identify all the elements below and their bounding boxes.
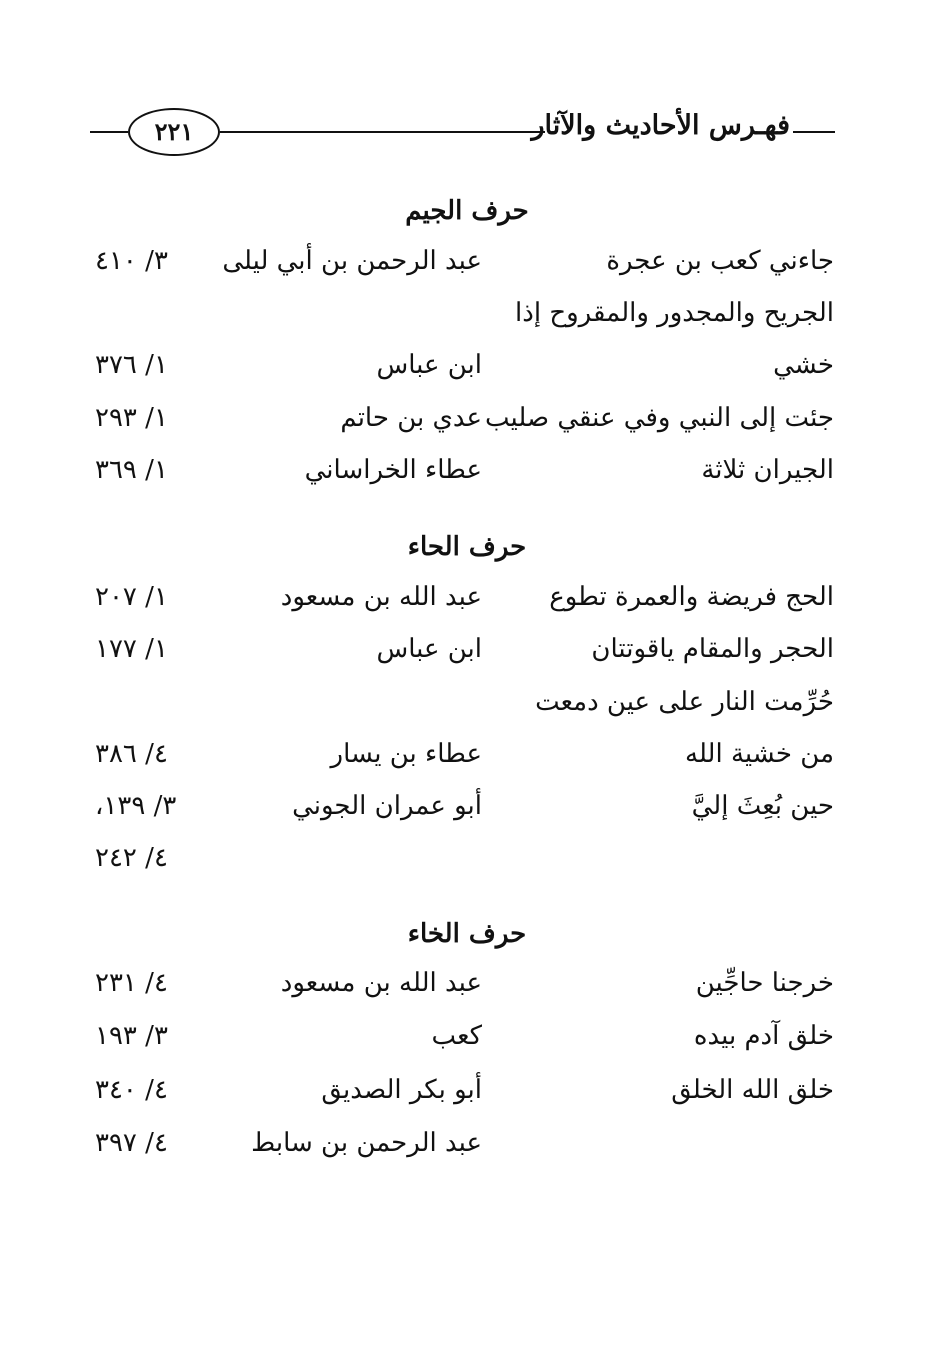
table-row — [0, 634, 934, 678]
reference: ٣/ ١٣٩، — [95, 791, 177, 821]
header-rule-left — [90, 131, 128, 133]
narrator: ابن عباس — [376, 634, 482, 664]
narrator: ابن عباس — [376, 350, 482, 380]
reference: ٣/ ١٩٣ — [95, 1021, 168, 1051]
hadith-text: جئت إلى النبي وفي عنقي صليب — [485, 403, 834, 433]
hadith-text: من خشية الله — [685, 739, 834, 769]
table-row — [0, 1128, 934, 1172]
table-row — [0, 582, 934, 626]
header-rule-middle — [220, 131, 545, 133]
hadith-text: الحج فريضة والعمرة تطوع — [549, 582, 834, 612]
section-title-khaa: حرف الخاء — [407, 919, 527, 949]
narrator: عطاء بن يسار — [330, 739, 482, 769]
reference: ١/ ١٧٧ — [95, 634, 168, 664]
hadith-text: حين بُعِثَ إليَّ — [691, 791, 834, 821]
hadith-text: خلق آدم بيده — [693, 1021, 834, 1051]
reference: ١/ ٢٩٣ — [95, 403, 168, 433]
reference: ٤/ ٣٨٦ — [95, 739, 168, 769]
narrator: أبو بكر الصديق — [321, 1075, 482, 1105]
table-row — [0, 403, 934, 447]
narrator: كعب — [431, 1021, 482, 1051]
header-title: فهـرس الأحاديث والآثار — [531, 110, 790, 141]
hadith-text: جاءني كعب بن عجرة — [606, 246, 834, 276]
reference: ١/ ٢٠٧ — [95, 582, 168, 612]
table-row — [0, 1021, 934, 1065]
table-row — [0, 246, 934, 290]
table-row — [0, 968, 934, 1012]
page-number-oval: ٢٢١ — [128, 108, 220, 156]
reference: ٤/ ٣٩٧ — [95, 1128, 168, 1158]
narrator: عبد الرحمن بن سابط — [251, 1128, 482, 1158]
reference: ٤/ ٢٤٢ — [95, 843, 168, 873]
narrator: أبو عمران الجوني — [292, 791, 482, 821]
header-rule-right — [793, 131, 835, 133]
hadith-text: حُرِّمت النار على عين دمعت — [535, 687, 834, 717]
hadith-text: الجيران ثلاثة — [701, 455, 834, 485]
table-row — [0, 739, 934, 783]
page-header — [90, 100, 835, 170]
narrator: عبد الرحمن بن أبي ليلى — [222, 246, 482, 276]
table-row — [0, 1075, 934, 1119]
table-row — [0, 843, 934, 887]
table-row — [0, 298, 934, 342]
hadith-text: خلق الله الخلق — [671, 1075, 834, 1105]
table-row — [0, 791, 934, 835]
reference: ١/ ٣٦٩ — [95, 455, 168, 485]
table-row — [0, 350, 934, 394]
table-row — [0, 687, 934, 731]
hadith-text: الحجر والمقام ياقوتتان — [591, 634, 834, 664]
hadith-text: خرجنا حاجِّين — [695, 968, 834, 998]
reference: ٤/ ٣٤٠ — [95, 1075, 168, 1105]
hadith-text: خشي — [773, 350, 834, 380]
table-row — [0, 455, 934, 499]
narrator: عبد الله بن مسعود — [280, 968, 482, 998]
reference: ١/ ٣٧٦ — [95, 350, 168, 380]
reference: ٣/ ٤١٠ — [95, 246, 168, 276]
reference: ٤/ ٢٣١ — [95, 968, 168, 998]
narrator: عطاء الخراساني — [304, 455, 482, 485]
narrator: عبد الله بن مسعود — [280, 582, 482, 612]
section-title-haa: حرف الحاء — [407, 532, 527, 562]
hadith-text: الجريح والمجدور والمقروح إذا — [515, 298, 834, 328]
section-title-jeem: حرف الجيم — [405, 196, 529, 226]
narrator: عدي بن حاتم — [340, 403, 482, 433]
